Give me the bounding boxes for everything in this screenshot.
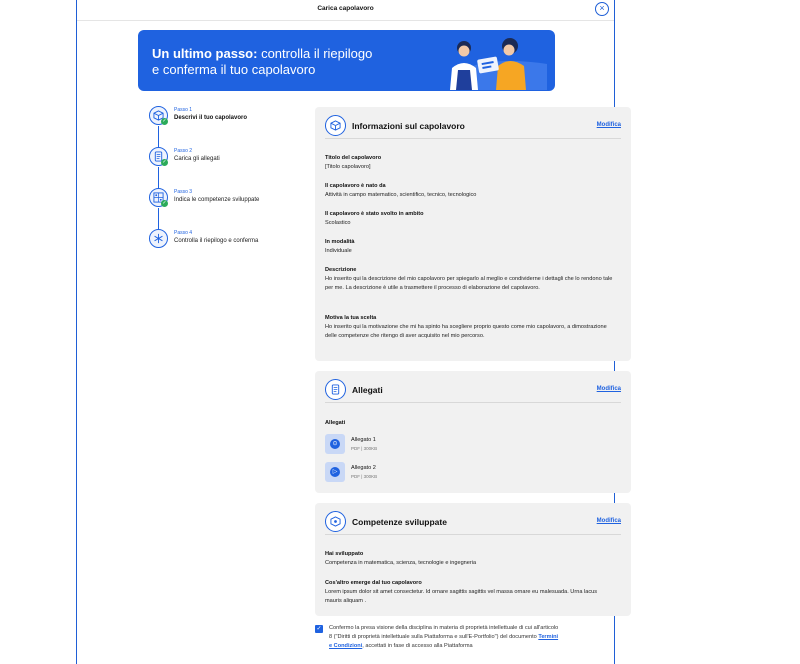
field-value: Ho inserito qui la motivazione che mi ha spinto ha scegliere proprio questo come mio capolavoro, a dimostrazione delle competenze che ritengo di aver acquisito nel mio percorso. bbox=[325, 324, 607, 339]
modal-title: Carica capolavoro bbox=[317, 5, 374, 12]
grid-icon bbox=[325, 511, 346, 532]
field-label: Titolo del capolavoro bbox=[325, 155, 382, 161]
attachment-name: Allegato 1 bbox=[351, 437, 376, 443]
field-label: Descrizione bbox=[325, 267, 357, 273]
attachments-card-title: Allegati bbox=[352, 385, 383, 395]
cube-icon bbox=[325, 115, 346, 136]
field-origin bbox=[325, 182, 615, 200]
edit-skills-link[interactable]: Modifica bbox=[596, 518, 621, 524]
attachment-item[interactable] bbox=[325, 434, 525, 456]
skills-card-header bbox=[325, 511, 621, 535]
field-value: Competenza in matematica, scienza, tecnologie e ingegneria bbox=[325, 560, 477, 566]
info-card-header bbox=[325, 115, 621, 139]
field-mode bbox=[325, 238, 615, 256]
step-label: Descrivi il tuo capolavoro bbox=[174, 115, 248, 121]
people-illustration bbox=[412, 34, 547, 90]
step-2[interactable] bbox=[149, 147, 289, 177]
field-description bbox=[325, 266, 615, 293]
close-icon[interactable]: × bbox=[595, 2, 609, 16]
step-number: Passo 1 bbox=[174, 107, 193, 113]
field-value: Attività in campo matematico, scientifico, tecnico, tecnologico bbox=[325, 192, 477, 198]
field-value: Individuale bbox=[325, 248, 352, 254]
modal bbox=[76, 0, 621, 664]
step-number: Passo 3 bbox=[174, 189, 193, 195]
banner-bold: Un ultimo passo: bbox=[152, 46, 258, 61]
attachments-card bbox=[315, 371, 631, 493]
attachments-section-label bbox=[325, 419, 615, 428]
info-card-title: Informazioni sul capolavoro bbox=[352, 121, 465, 131]
field-value: [Titolo capolavoro] bbox=[325, 164, 371, 170]
edit-info-link[interactable]: Modifica bbox=[596, 122, 621, 128]
modal-header bbox=[77, 0, 614, 21]
step-number: Passo 4 bbox=[174, 230, 193, 236]
banner-line2: e conferma il tuo capolavoro bbox=[152, 62, 316, 77]
field-label: Motiva la tua scelta bbox=[325, 315, 377, 321]
banner-line1: controlla il riepilogo bbox=[257, 46, 373, 61]
field-label: In modalità bbox=[325, 239, 355, 245]
consent-checkbox[interactable]: ✓ bbox=[316, 626, 322, 632]
file-icon: ▷ bbox=[325, 462, 345, 482]
step-label: Indica le competenze sviluppate bbox=[174, 197, 260, 203]
attachments-card-header bbox=[325, 379, 621, 403]
field-value: Ho inserito qui la descrizione del mio capolavoro per spiegarlo al meglio e condividerne i dettagli che lo rendono tale per me. La descrizione è utile a trasmettere il processo di elaborazione del capolavoro. bbox=[325, 276, 613, 291]
consent-text bbox=[329, 624, 559, 651]
consent-text-before: Confermo la presa visione della disciplina in materia di proprietà intellettuale di cui all'articolo 8 ("Diritti di proprietà intellettuale sulla Piattaforma e sull'E-Portfolio") del documento bbox=[329, 625, 559, 640]
snowflake-icon bbox=[149, 229, 168, 248]
attachment-meta: PDF | 300KB bbox=[351, 474, 378, 479]
file-icon: ⊙ bbox=[325, 434, 345, 454]
step-1[interactable] bbox=[149, 106, 289, 136]
step-label: Carica gli allegati bbox=[174, 156, 220, 162]
field-value: Lorem ipsum dolor sit amet consectetur. Id ornare sagittis sagittis vel massa ornare eu malesuada. Urna lacus mauris aliquam . bbox=[325, 589, 598, 604]
field-skills bbox=[325, 550, 615, 568]
edit-attachments-link[interactable]: Modifica bbox=[596, 386, 621, 392]
info-card bbox=[315, 107, 631, 361]
field-motivation bbox=[325, 314, 615, 341]
attachment-name: Allegato 2 bbox=[351, 465, 376, 471]
terms-link[interactable]: Termini e Condizioni bbox=[329, 634, 559, 649]
field-title bbox=[325, 154, 615, 172]
field-label: Il capolavoro è nato da bbox=[325, 183, 386, 189]
field-value: Scolastico bbox=[325, 220, 351, 226]
field-label: Cos'altro emerge dal tuo capolavoro bbox=[325, 580, 422, 586]
skills-card-title: Competenze sviluppate bbox=[352, 517, 447, 527]
step-label: Controlla il riepilogo e conferma bbox=[174, 238, 259, 244]
summary-banner bbox=[138, 30, 555, 91]
field-extra bbox=[325, 579, 615, 606]
step-number: Passo 2 bbox=[174, 148, 193, 154]
field-scope bbox=[325, 210, 615, 228]
step-3[interactable] bbox=[149, 188, 289, 218]
consent-text-after: , accettati in fase di accesso alla Piattaforma bbox=[362, 643, 473, 649]
field-label: Il capolavoro è stato svolto in ambito bbox=[325, 211, 424, 217]
check-icon: ✓ bbox=[162, 200, 167, 206]
banner-text bbox=[152, 46, 372, 78]
field-label: Allegati bbox=[325, 420, 346, 426]
field-label: Hai sviluppato bbox=[325, 551, 364, 557]
attachment-meta: PDF | 300KB bbox=[351, 446, 378, 451]
step-4[interactable] bbox=[149, 229, 289, 259]
attachment-item[interactable] bbox=[325, 462, 525, 484]
document-icon bbox=[325, 379, 346, 400]
check-icon: ✓ bbox=[162, 159, 167, 165]
skills-card bbox=[315, 503, 631, 616]
check-icon: ✓ bbox=[162, 118, 167, 124]
